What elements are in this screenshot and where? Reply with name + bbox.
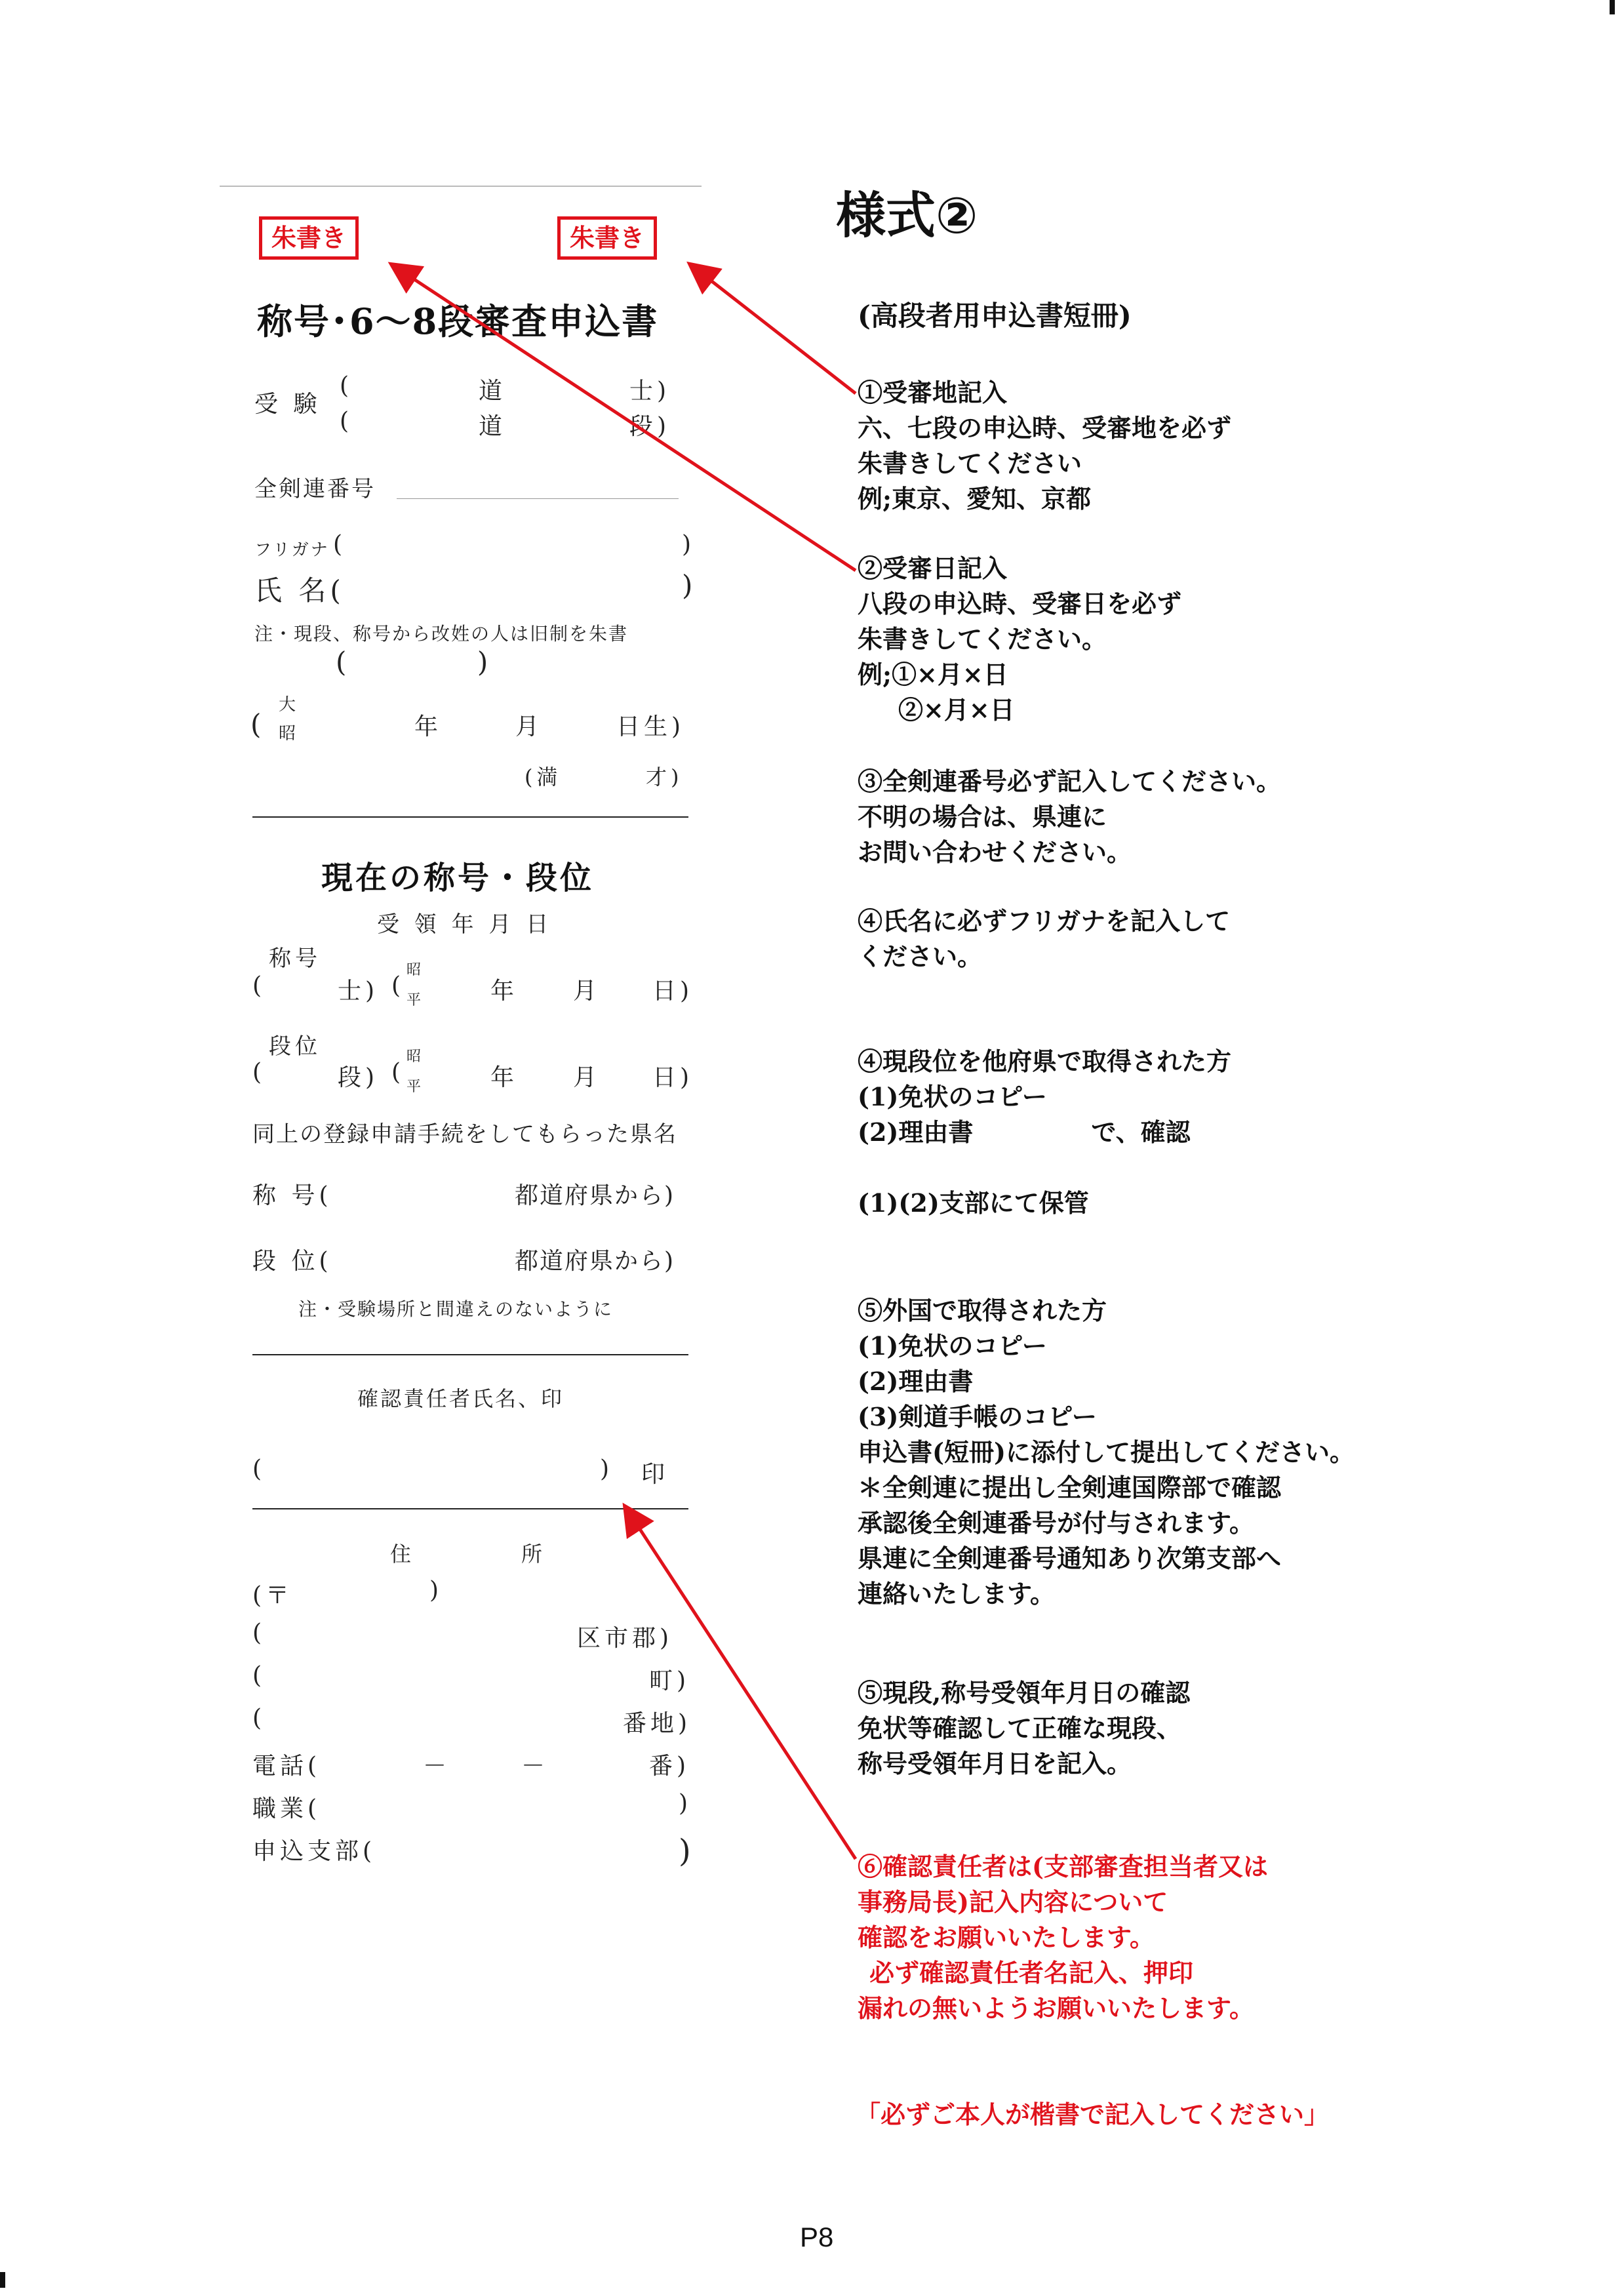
instruction-branch-storage: (1)(2)支部にて保管	[858, 1188, 1089, 1218]
name-change-note: 注・現段、称号から改姓の人は旧制を朱書	[254, 623, 629, 645]
instruction-received-date: ⑤現段,称号受領年月日の確認 免状等確認して正確な現段、 称号受領年月日を記入。	[858, 1678, 1191, 1778]
exam-label: 受 験	[254, 391, 321, 418]
red-ink-tag-left: 朱書き	[259, 216, 359, 260]
instruction-confirm-person: ⑥確認責任者は(支部審査担当者又は 事務局長)記入内容について 確認をお願いいたします。 必ず確認責任者名記入、押印 漏れの無いようお願いいたします。	[858, 1852, 1268, 2023]
page-title: 様式②	[836, 186, 978, 245]
instruction-exam-place: ①受審地記入 六、七段の申込時、受審地を必ず 朱書きしてください 例;東京、愛知、京都	[858, 378, 1232, 513]
arrow-to-exam-place	[692, 266, 856, 393]
branch-label: 申込支部(	[252, 1838, 376, 1865]
handwriting-notice: 「必ずご本人が楷書で記入してください」	[856, 2100, 1330, 2129]
arrow-to-confirm-seal	[626, 1508, 856, 1859]
job-label: 職業(	[252, 1795, 321, 1822]
registration-note: 同上の登録申請手続をしてもらった県名	[252, 1121, 677, 1148]
instruction-abroad: ⑤外国で取得された方 (1)免状のコピー (2)理由書 (3)剣道手帳のコピー 申込書(短冊)に添付して提出してください。 ＊全剣連に提出し全剣連国際部で確認 承認後全剣連番号が付与されます。 県連に全剣連番号通知あり次第支部へ 連絡いたします。	[858, 1296, 1355, 1608]
arrow-to-exam-date	[393, 266, 856, 570]
instructions-subtitle: (高段者用申込書短冊)	[858, 300, 1132, 332]
edge-mark-top	[1610, 0, 1615, 14]
edge-mark	[0, 2272, 5, 2288]
instruction-member-number: ③全剣連番号必ず記入してください。 不明の場合は、県連に お問い合わせください。	[858, 767, 1282, 867]
instruction-exam-date: ②受審日記入 八段の申込時、受審日を必ず 朱書きしてください。 例;①×月×日 ②×月×日	[858, 553, 1182, 725]
current-dan-label: 段位	[269, 1033, 321, 1060]
confirm-person-label: 確認責任者氏名、印	[357, 1386, 564, 1411]
page-number: P8	[800, 2222, 834, 2252]
form-title: 称号･6～8段審査申込書	[257, 300, 659, 342]
member-number-label: 全剣連番号	[254, 476, 376, 502]
seal-mark: 印	[641, 1461, 669, 1488]
current-rank-heading: 現在の称号・段位	[321, 860, 595, 896]
current-title-label: 称号	[269, 946, 321, 972]
venue-note: 注・受験場所と間違えのないように	[298, 1298, 614, 1320]
name-label: 氏 名(	[254, 574, 345, 607]
red-ink-tag-right: 朱書き	[557, 216, 657, 260]
phone-label: 電話(	[252, 1753, 321, 1780]
instruction-furigana: ④氏名に必ずフリガナを記入して ください。	[858, 906, 1231, 971]
furigana-label: フリガナ	[254, 540, 330, 560]
instruction-other-prefecture: ④現段位を他府県で取得された方 (1)免状のコピー (2)理由書 で、確認	[858, 1047, 1232, 1147]
